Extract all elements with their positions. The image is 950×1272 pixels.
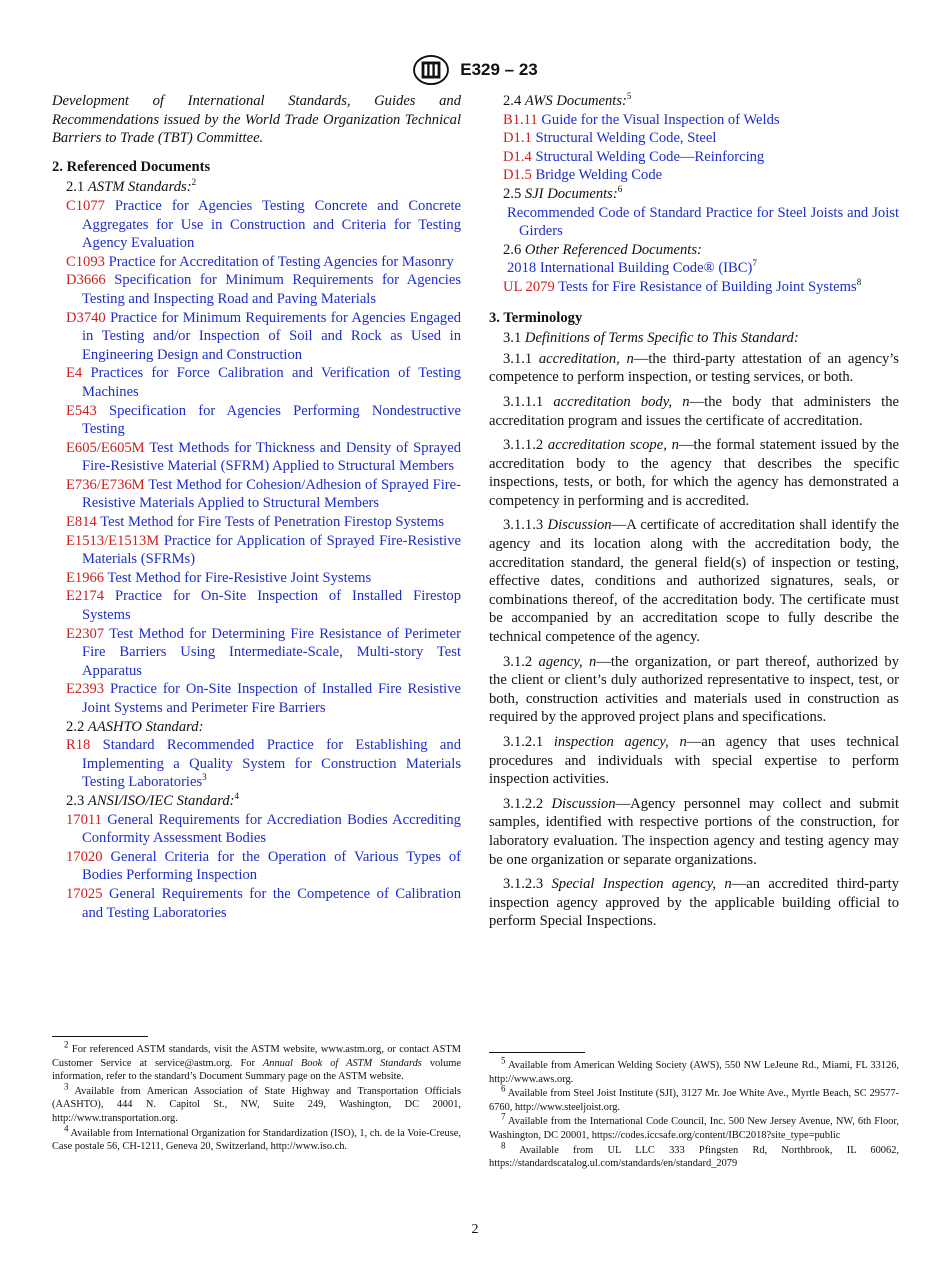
astm-reference-list (52, 197, 461, 718)
reference-ul2079[interactable]: UL 2079 Tests for Fire Resistance of Building Joint Systems$^8$ (503, 277, 862, 295)
iso-reference-item[interactable] (52, 848, 461, 885)
footnote-divider (52, 1036, 148, 1037)
astm-reference-item[interactable] (52, 569, 461, 588)
definitions-list (489, 350, 899, 931)
reference-code[interactable]: D3666 (66, 272, 106, 289)
reference-title[interactable]: Practice for On-Site Inspection of Installed Fire Resistive Joint Systems and Perimeter Fire Barriers (82, 681, 461, 716)
reference-title[interactable]: Test Methods for Thickness and Density of Sprayed Fire-Resistive Material (SFRM) Applied to Structural Members (82, 439, 461, 475)
subsection-2-4: 2.4 AWS Documents:$^5$ (503, 91, 632, 109)
footnote: $^2$ For referenced ASTM standards, visit the ASTM website, www.astm.org, or contact ASTM Customer Service at service@astm.org. For Annual Book of ASTM Standards volume information, refer to the standard’s Document Summary page on the ASTM website. (52, 1039, 461, 1083)
reference-code[interactable]: B1.11 (503, 111, 538, 128)
iso-reference-list (52, 811, 461, 923)
definition-paragraph: 3.1.1.3 Discussion—A certificate of accreditation shall identify the agency and its location along with the accreditation body, the accreditation standard, the general field(s) of inspection or testing, effective dates, conditions and authorized signatures, seals, or combinations thereof, of the accreditation body. The certificate must be accompanied by an accreditation scope to fully describe the technical competence of the agency. (489, 517, 899, 646)
definition-paragraph: 3.1.1.1 accreditation body, n—the body that administers the accreditation program and issues the certificate of accreditation. (489, 393, 900, 429)
reference-sji[interactable]: Recommended Code of Standard Practice for Steel Joists and Joist Girders (507, 204, 899, 240)
reference-title[interactable]: Structural Welding Code—Reinforcing (535, 148, 765, 165)
definition-paragraph: 3.1.2 agency, n—the organization, or part thereof, authorized by the client or client’s duly authorized representative to inspect, test, or both, construction activities and materials used in construction as required by the approved project plans and specifications. (489, 653, 899, 726)
reference-code[interactable]: E1513/E1513M (66, 532, 160, 549)
reference-title[interactable]: General Criteria for the Operation of Various Types of Bodies Performing Inspection (82, 848, 461, 884)
document-code: E329 – 23 (460, 60, 538, 79)
astm-reference-item[interactable] (52, 402, 461, 439)
footnote: $^4$ Available from International Organization for Standardization (ISO), 1, ch. de la Voie-Creuse, Case postale 56, CH-1211, Geneva 20, Switzerland, http://www.iso.ch. (52, 1123, 461, 1153)
astm-reference-item[interactable] (52, 439, 461, 476)
astm-reference-item[interactable] (52, 197, 461, 253)
footnote: $^7$ Available from the International Code Council, Inc. 500 New Jersey Avenue, NW, 6th Floor, Washington, DC 20001, https://codes.iccsafe.org/content/IBC2018?site_type=public (489, 1111, 899, 1141)
subsection-2-2: 2.2 AASHTO Standard: (66, 718, 204, 735)
reference-title[interactable]: General Requirements for Accrediation Bodies Accrediting Conformity Assessment Bodies (82, 811, 461, 847)
astm-reference-item[interactable] (52, 364, 461, 401)
reference-code[interactable]: D3740 (66, 309, 106, 326)
right-column (489, 92, 899, 937)
reference-title[interactable]: Practice for Application of Sprayed Fire-Resistive Materials (SFRMs) (82, 532, 462, 568)
footnote: $^6$ Available from Steel Joist Institute (SJI), 3127 Mr. Joe White Ave., Myrtle Beach, SC 29577-6760, http://www.steeljoist.org. (489, 1083, 899, 1113)
astm-reference-item[interactable] (52, 587, 461, 624)
footnotes-right (489, 1052, 899, 1172)
iso-reference-item[interactable] (52, 811, 461, 848)
astm-reference-item[interactable] (52, 680, 461, 717)
subsection-3-1: 3.1 Definitions of Terms Specific to This Standard: (503, 330, 799, 347)
subsection-2-6: 2.6 Other Referenced Documents: (503, 241, 702, 258)
definition-paragraph: 3.1.1.2 accreditation scope, n—the formal statement issued by the accreditation body to the agency that describes the specific inspections, tests, or both, for which the agency has demonstrated a competency in performing and is accredited. (489, 437, 899, 509)
reference-code[interactable]: C1077 (66, 197, 105, 214)
astm-reference-item[interactable] (52, 476, 461, 513)
reference-code[interactable]: E4 (66, 365, 83, 382)
astm-reference-item[interactable] (52, 532, 461, 569)
reference-title[interactable]: Test Method for Fire Tests of Penetration Firestop Systems (100, 514, 445, 531)
astm-logo-icon (412, 54, 450, 86)
subsection-2-1: 2.1 ASTM Standards:$^2$ (66, 177, 197, 196)
reference-code[interactable]: E736/E736M (66, 476, 145, 493)
reference-code[interactable]: D1.4 (503, 148, 532, 165)
subsection-2-5: 2.5 SJI Documents:$^6$ (503, 184, 623, 202)
reference-code[interactable]: C1093 (66, 253, 105, 270)
iso-reference-item[interactable] (52, 885, 461, 922)
aws-reference-item[interactable] (489, 148, 899, 167)
reference-code[interactable]: E2307 (66, 625, 105, 642)
footnote: $^5$ Available from American Welding Society (AWS), 550 NW LeJeune Rd., Miami, FL 33126, http://www.aws.org. (489, 1055, 899, 1085)
reference-title[interactable]: Bridge Welding Code (535, 167, 663, 184)
left-column (52, 92, 461, 922)
reference-title[interactable]: Specification for Agencies Performing Nondestructive Testing (82, 402, 461, 438)
intro-text: Development of International Standards, Guides and Recommendations issued by the World Trade Organization Technical Barriers to Trade (TBT) Committee. (52, 93, 461, 147)
reference-code[interactable]: 17020 (66, 848, 103, 865)
reference-title[interactable]: Practice for Agencies Testing Concrete and Concrete Aggregates for Use in Construction and Criteria for Testing Agency Evaluation (82, 197, 461, 252)
reference-title[interactable]: Guide for the Visual Inspection of Welds (541, 111, 780, 128)
definition-paragraph: 3.1.2.1 inspection agency, n—an agency that uses technical procedures and individuals with special expertise to perform inspection activities. (489, 734, 899, 788)
reference-code[interactable]: E605/E605M (66, 439, 145, 456)
aws-reference-item[interactable] (489, 166, 899, 185)
aws-reference-list (489, 111, 899, 185)
reference-title[interactable]: Practice for Accreditation of Testing Agencies for Masonry (108, 253, 454, 270)
page-header (0, 54, 950, 86)
astm-reference-item[interactable] (52, 271, 461, 308)
reference-r18[interactable]: R18 Standard Recommended Practice for Establishing and Implementing a Quality System for Construction Materials Testing Laboratories$^3$ (66, 737, 461, 791)
astm-reference-item[interactable] (52, 625, 461, 681)
reference-title[interactable]: Practice for On-Site Inspection of Installed Firestop Systems (82, 588, 461, 624)
reference-code[interactable]: E814 (66, 514, 97, 531)
page-number: 2 (471, 1222, 479, 1237)
reference-code[interactable]: E2393 (66, 681, 105, 698)
aws-reference-item[interactable] (489, 129, 899, 148)
reference-title[interactable]: Test Method for Fire-Resistive Joint Systems (107, 569, 372, 586)
footnote-divider (489, 1052, 585, 1053)
astm-reference-item[interactable] (52, 513, 461, 532)
astm-reference-item[interactable] (52, 309, 461, 365)
reference-title[interactable]: General Requirements for the Competence of Calibration and Testing Laboratories (82, 885, 461, 921)
reference-code[interactable]: 17025 (66, 885, 103, 902)
definition-paragraph: 3.1.2.3 Special Inspection agency, n—an accredited third-party inspection agency approved by the applicable building official to perform Special Inspections. (489, 876, 900, 930)
section-terminology: 3. Terminology (489, 309, 583, 326)
reference-title[interactable]: Practice for Minimum Requirements for Agencies Engaged in Testing and/or Inspection of Soil and Rock as Used in Engineering Design and Construction (82, 309, 461, 363)
reference-code[interactable]: D1.1 (503, 130, 532, 147)
footnote: $^3$ Available from American Association of State Highway and Transportation Officials (AASHTO), 444 N. Capitol St., NW, Suite 249, Washington, DC 20001, http://www.transportation.org. (52, 1081, 461, 1124)
reference-code[interactable]: D1.5 (503, 167, 532, 184)
reference-code[interactable]: 17011 (66, 811, 102, 828)
reference-title[interactable]: Practices for Force Calibration and Verification of Testing Machines (82, 365, 461, 400)
reference-code[interactable]: E2174 (66, 588, 105, 605)
section-referenced-documents: 2. Referenced Documents (52, 158, 211, 175)
definition-paragraph: 3.1.2.2 Discussion—Agency personnel may collect and submit samples, identified with respective portions of the construction, for laboratory evaluation. The inspection agency and testing agency may be one organization or separate organizations. (489, 795, 899, 868)
reference-title[interactable]: Test Method for Determining Fire Resistance of Perimeter Fire Barriers Using Intermediate-Scale, Multi-story Test Apparatus (82, 625, 461, 679)
subsection-2-3: 2.3 ANSI/ISO/IEC Standard:$^4$ (66, 791, 240, 809)
astm-reference-item[interactable] (52, 253, 461, 272)
aws-reference-item[interactable] (489, 111, 899, 130)
footnotes-left (52, 1036, 461, 1155)
footnote: $^8$ Available from UL LLC 333 Pfingsten Rd, Northbrook, IL 60062, https://standardscatalog.ul.com/standards/en/standard_2079 (489, 1140, 899, 1170)
definition-paragraph: 3.1.1 accreditation, n—the third-party attestation of an agency’s competence to perform inspection, or testing services, or both. (489, 350, 899, 386)
reference-ibc[interactable]: 2018 International Building Code® (IBC)$^7$ (507, 258, 757, 277)
reference-title[interactable]: Test Method for Cohesion/Adhesion of Sprayed Fire-Resistive Materials Applied to Structural Members (82, 476, 461, 512)
reference-title[interactable]: Specification for Minimum Requirements for Agencies Testing and Inspecting Road and Paving Materials (82, 272, 462, 307)
reference-code[interactable]: E1966 (66, 569, 105, 586)
reference-title[interactable]: Structural Welding Code, Steel (535, 130, 717, 147)
reference-code[interactable]: E543 (66, 402, 97, 419)
